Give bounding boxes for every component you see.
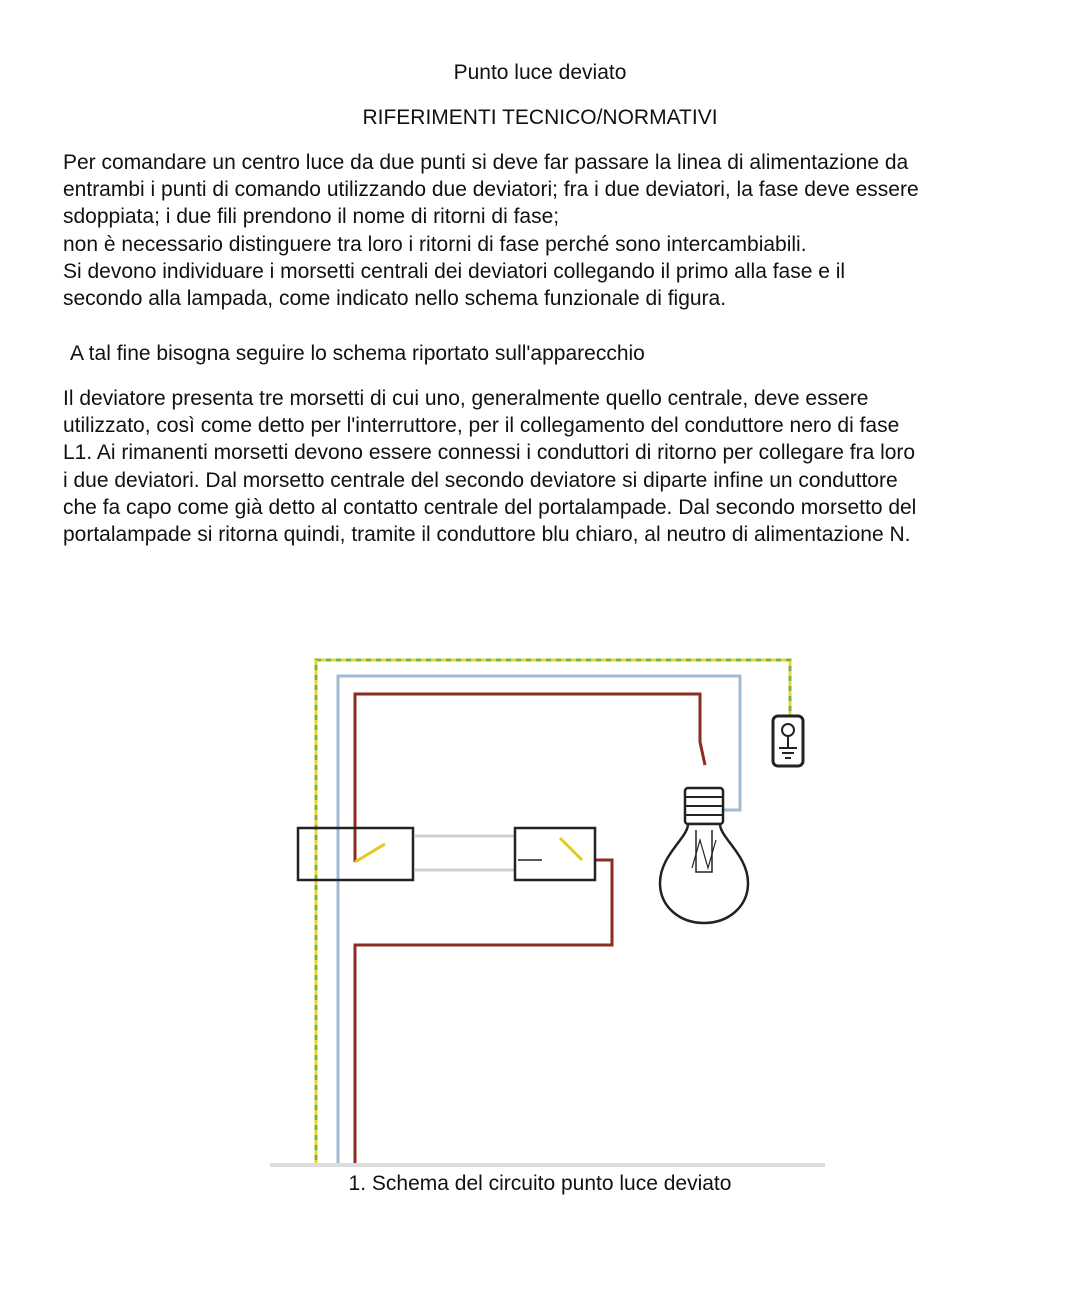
ground-symbol-icon	[773, 716, 803, 766]
paragraph-note	[70, 340, 1055, 367]
figure-caption: 1. Schema del circuito punto luce deviato	[348, 1172, 732, 1195]
deviator-switch-2	[515, 828, 595, 880]
text-line: Il deviatore presenta tre morsetti di cui uno, generalmente quello centrale, deve essere	[63, 387, 869, 410]
text-line: secondo alla lampada, come indicato nello schema funzionale di figura.	[63, 287, 727, 311]
text-line: Si devono individuare i morsetti centrali dei deviatori collegando il primo alla fase e il	[63, 259, 846, 283]
paragraph-intro	[63, 149, 1048, 312]
text-line: L1. Ai rimanenti morsetti devono essere connessi i conduttori di ritorno per collegare fra loro	[63, 441, 916, 465]
return-wires	[415, 836, 515, 870]
text-line: i due deviatori. Dal morsetto centrale del secondo deviatore si diparte infine un conduttore	[63, 468, 898, 492]
paragraph-description	[63, 385, 1048, 548]
text-line: utilizzato, così come detto per l'interruttore, per il collegamento del conduttore nero di fase	[63, 414, 900, 438]
phase-wire	[355, 860, 612, 1165]
text-line: che fa capo come già detto al contatto centrale del portalampade. Dal secondo morsetto del	[63, 495, 917, 519]
section-heading: RIFERIMENTI TECNICO/NORMATIVI	[362, 106, 718, 129]
neutral-wire	[338, 676, 740, 1165]
text-line: A tal fine bisogna seguire lo schema riportato sull'apparecchio	[70, 342, 645, 365]
deviator-switch-1	[298, 828, 413, 880]
circuit-diagram	[260, 640, 840, 1175]
text-line: Per comandare un centro luce da due punti si deve far passare la linea di alimentazione da	[63, 151, 909, 174]
text-line: non è necessario distinguere tra loro i ritorni di fase perché sono intercambiabili.	[63, 232, 807, 256]
light-bulb-icon	[660, 788, 748, 923]
text-line: entrambi i punti di comando utilizzando due deviatori; fra i due deviatori, la fase deve essere	[63, 178, 919, 202]
text-line: portalampade si ritorna quindi, tramite il conduttore blu chiaro, al neutro di alimentazione N.	[63, 523, 911, 547]
document-title: Punto luce deviato	[453, 61, 627, 84]
text-line: sdoppiata; i due fili prendono il nome di ritorni di fase;	[63, 205, 560, 229]
